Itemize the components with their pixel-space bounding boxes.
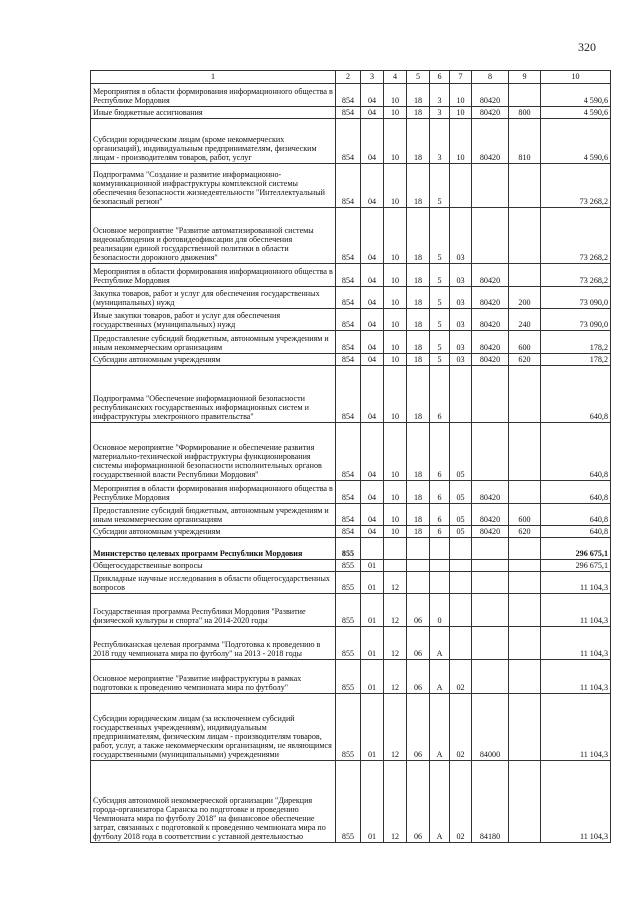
code-cell-c2: 854 [336,526,361,538]
code-cell-c6 [430,560,450,572]
code-cell-c2: 855 [336,538,361,560]
code-cell-c2: 854 [336,309,361,331]
amount-cell: 11 104,3 [541,660,611,694]
row-name-cell: Подпрограмма "Обеспечение информационной безопасности республиканских государственных информационных систем и инфраструктуры электронного правительства" [91,366,336,423]
code-cell-c4: 10 [384,423,407,481]
column-header: 5 [407,71,430,84]
code-cell-c5: 18 [407,84,430,107]
row-name-cell: Субсидии юридическим лицам (за исключением субсидий государственных учреждениям), индивидуальным предпринимателям, физическим лицам - производителям товаров, работ, услуг, а также некоммерческим организациям, не являющимся государственными (муниципальными) учреждениями [91,694,336,761]
row-name-cell: Мероприятия в области формирования информационного общества в Республике Мордовия [91,264,336,287]
code-cell-c4: 10 [384,481,407,504]
code-cell-c5: 18 [407,423,430,481]
code-cell-c6: 5 [430,354,450,366]
row-name-cell: Субсидии автономным учреждениям [91,354,336,366]
code-cell-c7 [450,538,472,560]
code-cell-c6: 5 [430,208,450,264]
column-header: 6 [430,71,450,84]
amount-cell: 4 590,6 [541,119,611,164]
column-header: 1 [91,71,336,84]
code-cell-c7: 03 [450,287,472,309]
row-name-cell: Основное мероприятие "Формирование и обеспечение развития материально-технической инфраструктуры функционирования системы информационной безопасности исполнительных органов государственной власти Республики Мордовия" [91,423,336,481]
table-row [91,84,611,107]
code-cell-c3: 04 [361,264,384,287]
code-cell-c4: 10 [384,208,407,264]
code-cell-c8: 80420 [472,309,509,331]
code-cell-c9 [509,660,541,694]
table-row [91,761,611,843]
amount-cell: 11 104,3 [541,627,611,660]
code-cell-c5: 18 [407,504,430,526]
code-cell-c9 [509,164,541,208]
amount-cell: 4 590,6 [541,107,611,119]
code-cell-c4: 12 [384,761,407,843]
amount-cell: 178,2 [541,331,611,354]
code-cell-c9 [509,761,541,843]
code-cell-c6: 6 [430,526,450,538]
code-cell-c4: 10 [384,354,407,366]
code-cell-c4 [384,538,407,560]
row-name-cell: Государственная программа Республики Мордовия "Развитие физической культуры и спорта" на 2014-2020 годы [91,594,336,627]
code-cell-c9: 810 [509,119,541,164]
code-cell-c5: 18 [407,366,430,423]
code-cell-c3: 04 [361,208,384,264]
code-cell-c4: 12 [384,572,407,594]
code-cell-c2: 855 [336,660,361,694]
code-cell-c6: 5 [430,264,450,287]
code-cell-c5: 18 [407,331,430,354]
code-cell-c9 [509,264,541,287]
code-cell-c7: 03 [450,208,472,264]
code-cell-c6: А [430,761,450,843]
row-name-cell: Прикладные научные исследования в области общегосударственных вопросов [91,572,336,594]
code-cell-c5: 18 [407,164,430,208]
code-cell-c6: А [430,627,450,660]
code-cell-c3: 01 [361,694,384,761]
table-row [91,208,611,264]
code-cell-c5: 18 [407,481,430,504]
row-name-cell: Основное мероприятие "Развитие автоматизированной системы видеонаблюдения и фотовидеофиксации для обеспечения реализации единой государственной политики в области безопасности дорожного движения" [91,208,336,264]
code-cell-c3: 04 [361,366,384,423]
row-name-cell: Общегосударственные вопросы [91,560,336,572]
code-cell-c3: 04 [361,309,384,331]
code-cell-c6: 3 [430,119,450,164]
code-cell-c8 [472,164,509,208]
code-cell-c6: 5 [430,309,450,331]
code-cell-c4: 10 [384,309,407,331]
code-cell-c9 [509,572,541,594]
column-header: 4 [384,71,407,84]
code-cell-c8: 80420 [472,287,509,309]
code-cell-c3: 04 [361,119,384,164]
code-cell-c6: 6 [430,423,450,481]
table-row [91,119,611,164]
code-cell-c3 [361,538,384,560]
row-name-cell: Субсидии автономным учреждениям [91,526,336,538]
code-cell-c7 [450,560,472,572]
code-cell-c3: 04 [361,331,384,354]
code-cell-c8 [472,660,509,694]
code-cell-c2: 854 [336,119,361,164]
code-cell-c5: 18 [407,309,430,331]
amount-cell: 640,8 [541,504,611,526]
code-cell-c2: 855 [336,694,361,761]
code-cell-c7: 02 [450,660,472,694]
code-cell-c2: 854 [336,264,361,287]
code-cell-c7: 03 [450,331,472,354]
code-cell-c8: 80420 [472,504,509,526]
code-cell-c2: 854 [336,331,361,354]
code-cell-c5: 18 [407,107,430,119]
table-row [91,572,611,594]
code-cell-c9 [509,481,541,504]
row-name-cell: Иные закупки товаров, работ и услуг для обеспечения государственных (муниципальных) нужд [91,309,336,331]
code-cell-c3: 01 [361,761,384,843]
code-cell-c5: 18 [407,119,430,164]
row-name-cell: Иные бюджетные ассигнования [91,107,336,119]
code-cell-c9 [509,560,541,572]
table-row [91,594,611,627]
code-cell-c4: 12 [384,627,407,660]
code-cell-c6: 0 [430,594,450,627]
code-cell-c3: 01 [361,572,384,594]
code-cell-c7: 05 [450,481,472,504]
code-cell-c4: 10 [384,107,407,119]
code-cell-c7: 05 [450,423,472,481]
code-cell-c9: 600 [509,331,541,354]
amount-cell: 73 268,2 [541,164,611,208]
code-cell-c7: 10 [450,84,472,107]
code-cell-c7 [450,572,472,594]
code-cell-c2: 855 [336,761,361,843]
table-row [91,331,611,354]
amount-cell: 296 675,1 [541,538,611,560]
code-cell-c5 [407,572,430,594]
code-cell-c7: 02 [450,694,472,761]
code-cell-c6: 5 [430,287,450,309]
code-cell-c2: 854 [336,287,361,309]
table-row [91,366,611,423]
code-cell-c3: 04 [361,481,384,504]
code-cell-c8 [472,423,509,481]
row-name-cell: Основное мероприятие "Развитие инфраструктуры в рамках подготовки к проведению чемпионата мира по футболу" [91,660,336,694]
code-cell-c3: 01 [361,594,384,627]
table-row [91,309,611,331]
code-cell-c4: 10 [384,366,407,423]
code-cell-c7: 03 [450,264,472,287]
table-row [91,560,611,572]
code-cell-c6 [430,538,450,560]
code-cell-c9: 620 [509,354,541,366]
code-cell-c3: 04 [361,287,384,309]
code-cell-c8 [472,594,509,627]
code-cell-c5 [407,560,430,572]
amount-cell: 11 104,3 [541,694,611,761]
code-cell-c3: 01 [361,660,384,694]
row-name-cell: Министерство целевых программ Республики Мордовия [91,538,336,560]
code-cell-c4 [384,560,407,572]
amount-cell: 640,8 [541,366,611,423]
table-row [91,354,611,366]
code-cell-c7: 02 [450,761,472,843]
code-cell-c3: 04 [361,526,384,538]
code-cell-c3: 04 [361,354,384,366]
table-row [91,423,611,481]
code-cell-c7: 05 [450,504,472,526]
row-name-cell: Предоставление субсидий бюджетным, автономным учреждениям и иным некоммерческим организациям [91,504,336,526]
page-number: 320 [578,40,596,54]
code-cell-c4: 10 [384,164,407,208]
code-cell-c8 [472,538,509,560]
amount-cell: 296 675,1 [541,560,611,572]
code-cell-c8: 80420 [472,264,509,287]
row-name-cell: Мероприятия в области формирования информационного общества в Республике Мордовия [91,84,336,107]
code-cell-c3: 04 [361,504,384,526]
amount-cell: 11 104,3 [541,594,611,627]
table-row [91,526,611,538]
code-cell-c5: 18 [407,354,430,366]
code-cell-c9: 800 [509,107,541,119]
table-row [91,694,611,761]
row-name-cell: Закупка товаров, работ и услуг для обеспечения государственных (муниципальных) нужд [91,287,336,309]
row-name-cell: Подпрограмма "Создание и развитие информационно-коммуникационной инфраструктуры комплексной системы обеспечения безопасности жизнедеятельности "Интеллектуальный безопасный регион" [91,164,336,208]
code-cell-c2: 854 [336,208,361,264]
table-row [91,264,611,287]
row-name-cell: Мероприятия в области формирования информационного общества в Республике Мордовия [91,481,336,504]
code-cell-c9 [509,208,541,264]
code-cell-c8: 80420 [472,331,509,354]
code-cell-c6: 5 [430,164,450,208]
column-header: 9 [509,71,541,84]
code-cell-c6: А [430,660,450,694]
code-cell-c5: 18 [407,208,430,264]
table-row [91,107,611,119]
code-cell-c4: 10 [384,119,407,164]
amount-cell: 640,8 [541,481,611,504]
code-cell-c9 [509,538,541,560]
amount-cell: 73 090,0 [541,309,611,331]
code-cell-c6: 5 [430,331,450,354]
code-cell-c7 [450,164,472,208]
code-cell-c8: 80420 [472,526,509,538]
code-cell-c6: 6 [430,504,450,526]
code-cell-c9 [509,594,541,627]
code-cell-c9 [509,84,541,107]
amount-cell: 73 268,2 [541,208,611,264]
code-cell-c9: 240 [509,309,541,331]
code-cell-c9: 620 [509,526,541,538]
code-cell-c7: 10 [450,107,472,119]
code-cell-c5: 06 [407,761,430,843]
code-cell-c2: 854 [336,164,361,208]
code-cell-c8: 80420 [472,481,509,504]
code-cell-c7 [450,627,472,660]
code-cell-c9: 200 [509,287,541,309]
header-row [91,71,611,84]
code-cell-c5: 18 [407,264,430,287]
column-header: 2 [336,71,361,84]
code-cell-c5: 18 [407,526,430,538]
code-cell-c8: 80420 [472,107,509,119]
code-cell-c3: 04 [361,84,384,107]
table-row [91,538,611,560]
row-name-cell: Предоставление субсидий бюджетным, автономным учреждениям и иным некоммерческим организациям [91,331,336,354]
code-cell-c9 [509,423,541,481]
code-cell-c4: 10 [384,287,407,309]
code-cell-c8 [472,627,509,660]
code-cell-c5: 18 [407,287,430,309]
code-cell-c6: 6 [430,481,450,504]
code-cell-c2: 854 [336,107,361,119]
code-cell-c5: 06 [407,594,430,627]
table-row [91,287,611,309]
table-row [91,481,611,504]
amount-cell: 73 090,0 [541,287,611,309]
code-cell-c4: 10 [384,526,407,538]
row-name-cell: Республиканская целевая программа "Подготовка к проведению в 2018 году чемпионата мира по футболу" на 2013 - 2018 годы [91,627,336,660]
code-cell-c7 [450,594,472,627]
amount-cell: 11 104,3 [541,572,611,594]
code-cell-c2: 854 [336,84,361,107]
code-cell-c7 [450,366,472,423]
code-cell-c2: 855 [336,572,361,594]
code-cell-c3: 04 [361,107,384,119]
code-cell-c7: 03 [450,354,472,366]
code-cell-c3: 04 [361,423,384,481]
code-cell-c4: 10 [384,84,407,107]
code-cell-c6: А [430,694,450,761]
code-cell-c5: 06 [407,694,430,761]
code-cell-c8: 80420 [472,354,509,366]
code-cell-c8 [472,208,509,264]
code-cell-c5: 06 [407,627,430,660]
amount-cell: 178,2 [541,354,611,366]
table-row [91,627,611,660]
code-cell-c3: 04 [361,164,384,208]
code-cell-c4: 10 [384,331,407,354]
code-cell-c4: 12 [384,660,407,694]
code-cell-c2: 854 [336,366,361,423]
code-cell-c6: 3 [430,84,450,107]
code-cell-c8: 84000 [472,694,509,761]
code-cell-c2: 855 [336,627,361,660]
row-name-cell: Субсидии юридическим лицам (кроме некоммерческих организаций), индивидуальным предпринимателям, физическим лицам - производителям товаров, работ, услуг [91,119,336,164]
table-row [91,660,611,694]
code-cell-c7: 05 [450,526,472,538]
column-header: 8 [472,71,509,84]
code-cell-c2: 854 [336,423,361,481]
code-cell-c2: 854 [336,354,361,366]
code-cell-c9 [509,366,541,423]
code-cell-c6 [430,572,450,594]
code-cell-c2: 854 [336,504,361,526]
code-cell-c4: 10 [384,504,407,526]
code-cell-c9 [509,694,541,761]
code-cell-c5: 06 [407,660,430,694]
code-cell-c3: 01 [361,560,384,572]
code-cell-c8 [472,366,509,423]
column-header: 3 [361,71,384,84]
budget-table [90,70,611,843]
code-cell-c2: 855 [336,560,361,572]
table-row [91,164,611,208]
column-header: 10 [541,71,611,84]
code-cell-c6: 6 [430,366,450,423]
amount-cell: 4 590,6 [541,84,611,107]
code-cell-c2: 855 [336,594,361,627]
code-cell-c4: 12 [384,594,407,627]
code-cell-c6: 3 [430,107,450,119]
row-name-cell: Субсидия автономной некоммерческой организации "Дирекция города-организатора Саранска по подготовке и проведению Чемпионата мира по футболу 2018" на финансовое обеспечение затрат, связанных с подготовкой к проведению чемпионата мира по футболу 2018 года в соответствии с уставной деятельностью [91,761,336,843]
code-cell-c4: 12 [384,694,407,761]
code-cell-c7: 10 [450,119,472,164]
amount-cell: 640,8 [541,423,611,481]
code-cell-c7: 03 [450,309,472,331]
code-cell-c8 [472,572,509,594]
code-cell-c8: 80420 [472,84,509,107]
column-header: 7 [450,71,472,84]
code-cell-c3: 01 [361,627,384,660]
amount-cell: 640,8 [541,526,611,538]
code-cell-c8 [472,560,509,572]
code-cell-c5 [407,538,430,560]
code-cell-c9: 600 [509,504,541,526]
code-cell-c8: 80420 [472,119,509,164]
table-row [91,504,611,526]
code-cell-c8: 84180 [472,761,509,843]
amount-cell: 73 268,2 [541,264,611,287]
amount-cell: 11 104,3 [541,761,611,843]
code-cell-c9 [509,627,541,660]
code-cell-c2: 854 [336,481,361,504]
code-cell-c4: 10 [384,264,407,287]
